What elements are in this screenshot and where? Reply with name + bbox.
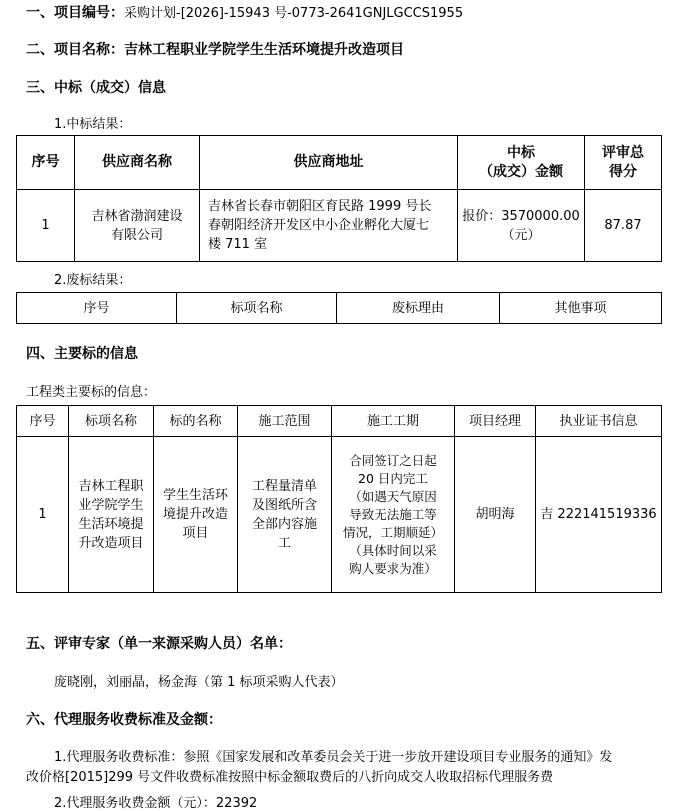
award-table <box>16 135 662 262</box>
award-header-cell: 供应商地址 <box>200 136 458 190</box>
project-name: 吉林工程职业学院学生生活环境提升改造项目 <box>124 42 404 58</box>
section-6-heading: 六、代理服务收费标准及金额： <box>26 712 222 728</box>
subject-header-cell: 标的名称 <box>154 406 238 437</box>
experts-list: 庞晓刚，刘丽晶，杨金海（第 1 标项采购人代表） <box>54 675 344 690</box>
subject-table <box>16 405 662 593</box>
subject-cell: 工程量清单 及图纸所含 全部内容施 工 <box>238 437 332 593</box>
section-3-heading: 三、中标（成交）信息 <box>26 80 166 96</box>
section-4-heading: 四、主要标的信息 <box>26 346 138 362</box>
award-header-cell: 序号 <box>17 136 75 190</box>
rejected-header-cell: 序号 <box>17 293 177 324</box>
subject-cell: 1 <box>17 437 69 593</box>
rejected-header-row <box>17 293 662 324</box>
section-1-heading: 一、项目编号：采购计划-[2026]-15943 号-0773-2641GNJLGCCS1955 <box>26 5 464 21</box>
rejected-header-cell: 其他事项 <box>500 293 662 324</box>
subject-header-cell: 项目经理 <box>455 406 536 437</box>
subject-cell: 学生生活环 境提升改造 项目 <box>154 437 238 593</box>
subject-cell: 吉 222141519336 <box>536 437 662 593</box>
section-2-heading: 二、项目名称：吉林工程职业学院学生生活环境提升改造项目 <box>26 42 404 58</box>
award-result-label: 1.中标结果： <box>54 117 132 132</box>
fee-standard-line-1: 1.代理服务收费标准：参照《国家发展和改革委员会关于进一步放开建设项目专业服务的通知》发 <box>54 750 613 765</box>
award-cell: 报价：3570000.00 （元） <box>458 190 585 262</box>
award-header-cell: 中标 （成交）金额 <box>458 136 585 190</box>
subject-cell: 胡明海 <box>455 437 536 593</box>
award-cell: 1 <box>17 190 75 262</box>
award-row <box>17 190 662 262</box>
rejected-table <box>16 292 662 324</box>
subject-header-cell: 执业证书信息 <box>536 406 662 437</box>
subject-cell: 吉林工程职 业学院学生 生活环境提 升改造项目 <box>69 437 154 593</box>
fee-standard-line-2: 改价格[2015]299 号文件收费标准按照中标金额取费后的八折向成交人收取招标代理服务费 <box>26 770 554 785</box>
section-5-heading: 五、评审专家（单一来源采购人员）名单： <box>26 636 292 652</box>
subject-header-row <box>17 406 662 437</box>
award-header-cell: 评审总 得分 <box>585 136 662 190</box>
subject-intro: 工程类主要标的信息： <box>26 385 157 400</box>
subject-row <box>17 437 662 593</box>
subject-header-cell: 施工范围 <box>238 406 332 437</box>
award-header-cell: 供应商名称 <box>75 136 200 190</box>
project-number: 采购计划-[2026]-15943 号-0773-2641GNJLGCCS1955 <box>124 6 464 21</box>
award-cell: 87.87 <box>585 190 662 262</box>
rejected-result-label: 2.废标结果： <box>54 273 132 288</box>
rejected-header-cell: 标项名称 <box>177 293 337 324</box>
fee-amount: 2.代理服务收费金额（元）：22392 <box>54 796 258 811</box>
subject-header-cell: 标项名称 <box>69 406 154 437</box>
award-header-row <box>17 136 662 190</box>
award-cell: 吉林省长春市朝阳区育民路 1999 号长 春朝阳经济开发区中小企业孵化大厦七 楼 711 室 <box>200 190 458 262</box>
award-cell: 吉林省渤润建设 有限公司 <box>75 190 200 262</box>
subject-header-cell: 序号 <box>17 406 69 437</box>
subject-cell: 合同签订之日起 20 日内完工 （如遇天气原因 导致无法施工等 情况，工期顺延） （具体时间以采 购人要求为准） <box>332 437 455 593</box>
rejected-header-cell: 废标理由 <box>337 293 500 324</box>
subject-header-cell: 施工工期 <box>332 406 455 437</box>
